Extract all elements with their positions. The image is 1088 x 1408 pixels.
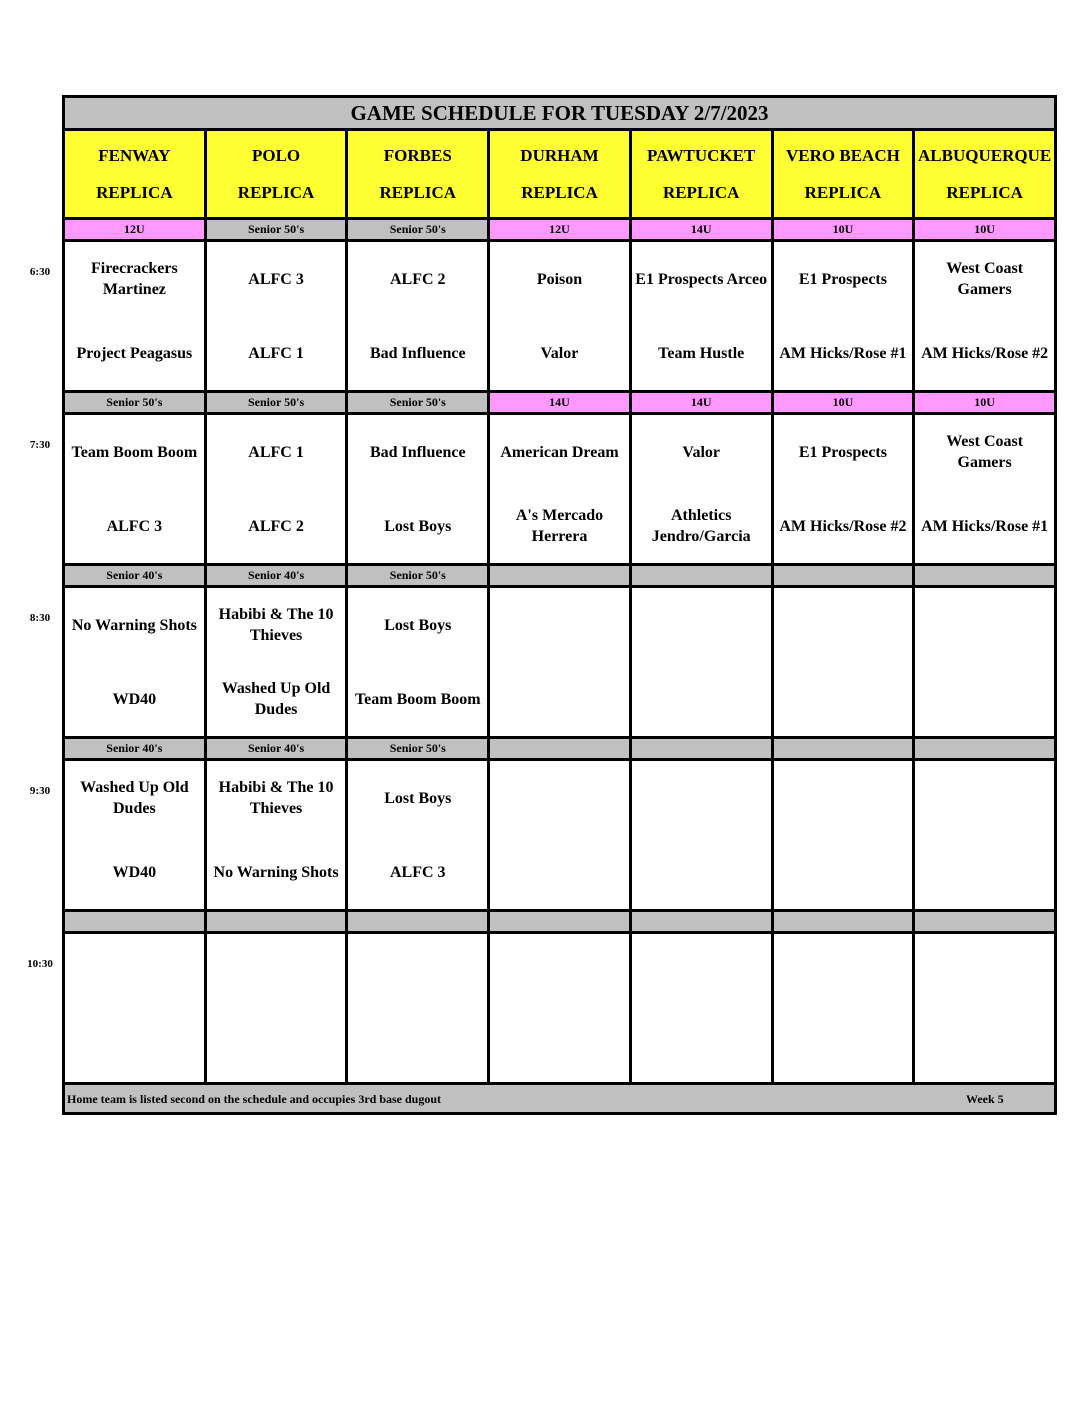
home-team	[632, 1008, 771, 1082]
away-team: Firecrackers Martinez	[90, 260, 178, 298]
home-team: AM Hicks/Rose #2	[921, 344, 1049, 362]
division-label: Senior 50's	[348, 566, 487, 585]
away-team: ALFC 1	[248, 443, 304, 461]
away-team	[632, 588, 771, 662]
venue-header	[65, 131, 204, 217]
home-team: Project Peagasus	[76, 344, 193, 362]
game-cell	[490, 415, 629, 563]
away-team: West Coast Gamers	[946, 260, 1024, 298]
away-team: Team Boom Boom	[71, 443, 198, 461]
away-team: Lost Boys	[384, 616, 452, 634]
game-row	[65, 934, 1054, 1082]
game-cell	[490, 588, 629, 736]
venue-header	[774, 131, 913, 217]
game-cell	[348, 242, 487, 390]
footer-bar	[65, 1082, 1054, 1112]
week-label: Week 5	[966, 1092, 1004, 1106]
division-label: 14U	[632, 393, 771, 412]
away-team: No Warning Shots	[71, 616, 197, 634]
venue-name: ALBUQUERQUE	[918, 145, 1052, 165]
division-row	[65, 393, 1054, 412]
venue-header	[207, 131, 346, 217]
game-cell	[632, 934, 771, 1082]
division-label: Senior 40's	[207, 566, 346, 585]
division-label	[774, 739, 913, 758]
home-team	[490, 835, 629, 909]
game-cell	[348, 588, 487, 736]
time-slot-label: 9:30	[29, 785, 51, 797]
game-cell	[632, 242, 771, 390]
division-label: 12U	[490, 220, 629, 239]
venue-name: POLO	[251, 145, 301, 165]
game-cell	[774, 761, 913, 909]
division-label: Senior 40's	[207, 739, 346, 758]
division-label: Senior 40's	[65, 739, 204, 758]
venue-name: FENWAY	[98, 145, 171, 165]
home-team: ALFC 1	[248, 344, 304, 362]
venue-header	[915, 131, 1054, 217]
home-team	[774, 1008, 913, 1082]
home-team: Bad Influence	[369, 344, 466, 362]
game-row	[65, 588, 1054, 736]
home-team: WD40	[112, 690, 157, 708]
game-cell	[774, 415, 913, 563]
home-team: Lost Boys	[384, 517, 452, 535]
away-team: ALFC 3	[248, 270, 304, 288]
division-label: 10U	[774, 220, 913, 239]
game-cell	[915, 588, 1054, 736]
away-team: Bad Influence	[369, 443, 466, 461]
game-cell	[915, 761, 1054, 909]
game-cell	[632, 588, 771, 736]
game-cell	[490, 761, 629, 909]
division-row	[65, 912, 1054, 931]
division-label: Senior 50's	[207, 220, 346, 239]
game-cell	[632, 761, 771, 909]
division-label	[915, 912, 1054, 931]
game-cell	[65, 761, 204, 909]
game-cell	[915, 934, 1054, 1082]
venue-subtitle: REPLICA	[521, 182, 598, 202]
home-team	[632, 662, 771, 736]
away-team	[632, 934, 771, 1008]
game-row	[65, 761, 1054, 909]
division-label	[632, 912, 771, 931]
away-team: Washed Up Old Dudes	[80, 779, 189, 817]
venue-subtitle: REPLICA	[96, 182, 173, 202]
home-team: A's Mercado Herrera	[515, 507, 604, 545]
game-cell	[207, 761, 346, 909]
venue-subtitle: REPLICA	[662, 182, 740, 202]
game-cell	[65, 588, 204, 736]
away-team: Lost Boys	[384, 789, 452, 807]
home-team	[915, 662, 1054, 736]
away-team: E1 Prospects	[798, 443, 887, 461]
home-team	[774, 662, 913, 736]
game-cell	[915, 242, 1054, 390]
home-team: Team Hustle	[658, 344, 745, 362]
home-team: Washed Up Old Dudes	[221, 680, 331, 718]
division-row	[65, 566, 1054, 585]
division-label: Senior 50's	[348, 739, 487, 758]
division-label	[490, 739, 629, 758]
time-slot-label: 10:30	[27, 958, 53, 970]
home-team	[490, 662, 629, 736]
away-team: Habibi & The 10 Thieves	[218, 779, 334, 817]
away-team	[915, 934, 1054, 1008]
game-cell	[348, 761, 487, 909]
venue-header	[632, 131, 771, 217]
division-label: 12U	[65, 220, 204, 239]
home-team: ALFC 3	[390, 863, 446, 881]
venue-name: DURHAM	[520, 145, 599, 165]
away-team: American Dream	[500, 443, 619, 461]
away-team: West Coast Gamers	[946, 433, 1024, 471]
away-team: ALFC 2	[390, 270, 446, 288]
away-team	[632, 761, 771, 835]
division-label: Senior 40's	[65, 566, 204, 585]
home-team	[490, 1008, 629, 1082]
division-label	[490, 912, 629, 931]
away-team: Valor	[682, 443, 721, 461]
venue-subtitle: REPLICA	[946, 182, 1023, 202]
away-team	[915, 761, 1054, 835]
venue-header-row	[65, 131, 1054, 217]
game-cell	[65, 415, 204, 563]
game-cell	[348, 934, 487, 1082]
venue-subtitle: REPLICA	[237, 182, 315, 202]
home-team	[632, 835, 771, 909]
away-team: E1 Prospects	[798, 270, 887, 288]
game-cell	[915, 415, 1054, 563]
game-cell	[774, 588, 913, 736]
game-cell	[207, 242, 346, 390]
footer-note: Home team is listed second on the schedule and occupies 3rd base dugout	[67, 1092, 442, 1106]
division-label: Senior 50's	[65, 393, 204, 412]
division-label: Senior 50's	[348, 220, 487, 239]
time-slot-label: 7:30	[29, 439, 51, 451]
time-slots	[65, 217, 1054, 1082]
game-cell	[65, 934, 204, 1082]
away-team	[348, 934, 487, 1008]
division-label: Senior 50's	[348, 393, 487, 412]
away-team	[207, 934, 346, 1008]
venue-header	[348, 131, 487, 217]
division-label	[65, 912, 204, 931]
division-label: Senior 50's	[207, 393, 346, 412]
home-team: AM Hicks/Rose #1	[779, 344, 907, 362]
game-cell	[774, 242, 913, 390]
game-cell	[490, 242, 629, 390]
venue-name: PAWTUCKET	[647, 145, 756, 165]
division-label	[915, 739, 1054, 758]
venue-subtitle: REPLICA	[379, 182, 457, 202]
home-team: Athletics Jendro/Garcia	[651, 507, 751, 545]
away-team	[490, 934, 629, 1008]
division-label	[774, 912, 913, 931]
home-team	[774, 835, 913, 909]
home-team: WD40	[112, 863, 157, 881]
game-row	[65, 415, 1054, 563]
home-team: AM Hicks/Rose #2	[779, 517, 907, 535]
venue-name: FORBES	[383, 145, 452, 165]
division-label	[348, 912, 487, 931]
away-team	[490, 588, 629, 662]
home-team: ALFC 3	[106, 517, 163, 535]
division-label	[915, 566, 1054, 585]
game-row	[65, 242, 1054, 390]
home-team	[65, 1008, 204, 1082]
game-cell	[65, 242, 204, 390]
division-row	[65, 739, 1054, 758]
home-team	[348, 1008, 487, 1082]
division-label	[632, 566, 771, 585]
away-team	[774, 588, 913, 662]
away-team: E1 Prospects Arceo	[635, 270, 768, 288]
away-team	[915, 588, 1054, 662]
game-cell	[207, 588, 346, 736]
game-cell	[632, 415, 771, 563]
time-slot-label: 8:30	[29, 612, 51, 624]
game-cell	[207, 415, 346, 563]
division-label: 14U	[490, 393, 629, 412]
division-label: 10U	[915, 393, 1054, 412]
home-team: ALFC 2	[248, 517, 304, 535]
home-team	[207, 1008, 346, 1082]
away-team	[774, 934, 913, 1008]
division-label: 14U	[632, 220, 771, 239]
schedule-sheet	[62, 95, 1057, 1115]
venue-name: VERO BEACH	[786, 145, 900, 165]
game-cell	[774, 934, 913, 1082]
home-team: No Warning Shots	[213, 863, 339, 881]
game-cell	[207, 934, 346, 1082]
division-row	[65, 220, 1054, 239]
away-team: Habibi & The 10 Thieves	[218, 606, 334, 644]
time-slot-label: 6:30	[29, 266, 51, 278]
away-team	[490, 761, 629, 835]
home-team	[915, 1008, 1054, 1082]
division-label: 10U	[774, 393, 913, 412]
home-team: Team Boom Boom	[354, 690, 481, 708]
away-team	[774, 761, 913, 835]
home-team	[915, 835, 1054, 909]
home-team: Valor	[540, 344, 579, 362]
division-label: 10U	[915, 220, 1054, 239]
away-team	[65, 934, 204, 1008]
away-team: Poison	[536, 270, 583, 288]
division-label	[632, 739, 771, 758]
division-label	[490, 566, 629, 585]
division-label	[774, 566, 913, 585]
game-cell	[348, 415, 487, 563]
division-label	[207, 912, 346, 931]
game-cell	[490, 934, 629, 1082]
venue-header	[490, 131, 629, 217]
schedule-title: GAME SCHEDULE FOR TUESDAY 2/7/2023	[65, 98, 1054, 131]
venue-subtitle: REPLICA	[804, 182, 882, 202]
home-team: AM Hicks/Rose #1	[921, 517, 1049, 535]
